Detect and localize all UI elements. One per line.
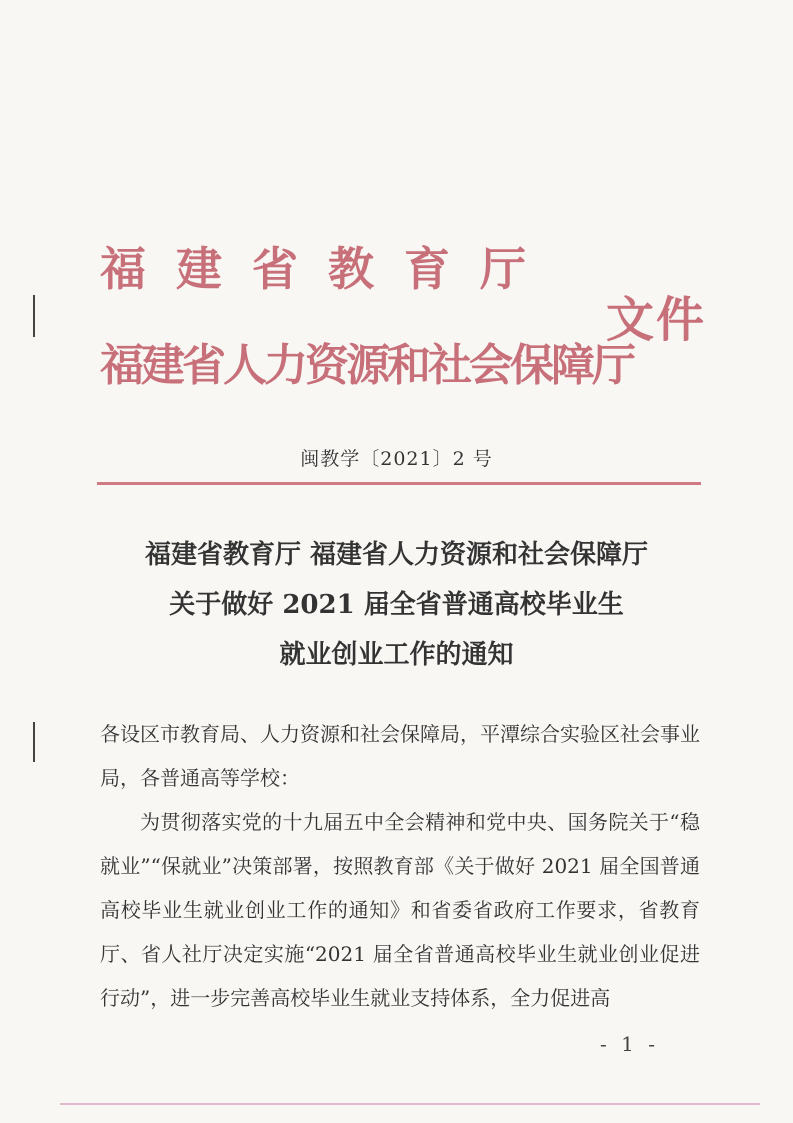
page-number: - 1 - [600,1032,659,1056]
scan-mark-top [33,295,35,337]
title-line-2: 关于做好 2021 届全省普通高校毕业生 [169,590,624,620]
title-line-1: 福建省教育厅 福建省人力资源和社会保障厅 [144,540,649,570]
document-body [100,712,700,1020]
header-divider [97,482,701,485]
document-title [0,530,793,680]
issuing-authority-education: 福建省教育厅 [100,242,556,296]
bottom-edge-line [60,1103,760,1105]
document-number: 闽教学〔2021〕2 号 [300,448,493,470]
addressees: 各设区市教育局、人力资源和社会保障局，平潭综合实验区社会事业局，各普通高等学校： [100,722,700,790]
issuing-authority-hr: 福建省人力资源和社会保障厅 [100,340,633,391]
scan-mark-middle [33,722,35,762]
title-line-3: 就业创业工作的通知 [279,640,514,670]
body-paragraph: 为贯彻落实党的十九届五中全会精神和党中央、国务院关于“稳就业”“保就业”决策部署，按照教育部《关于做好 2021 届全国普通高校毕业生就业创业工作的通知》和省委省政府工作要求，省教育厅、省人社厅决定实施“2021 届全省普通高校毕业生就业创业促进行动”，进一步完善高校毕业生就业支持体系，全力促进高 [100,810,700,1010]
document-type-label: 文件 [606,292,707,348]
